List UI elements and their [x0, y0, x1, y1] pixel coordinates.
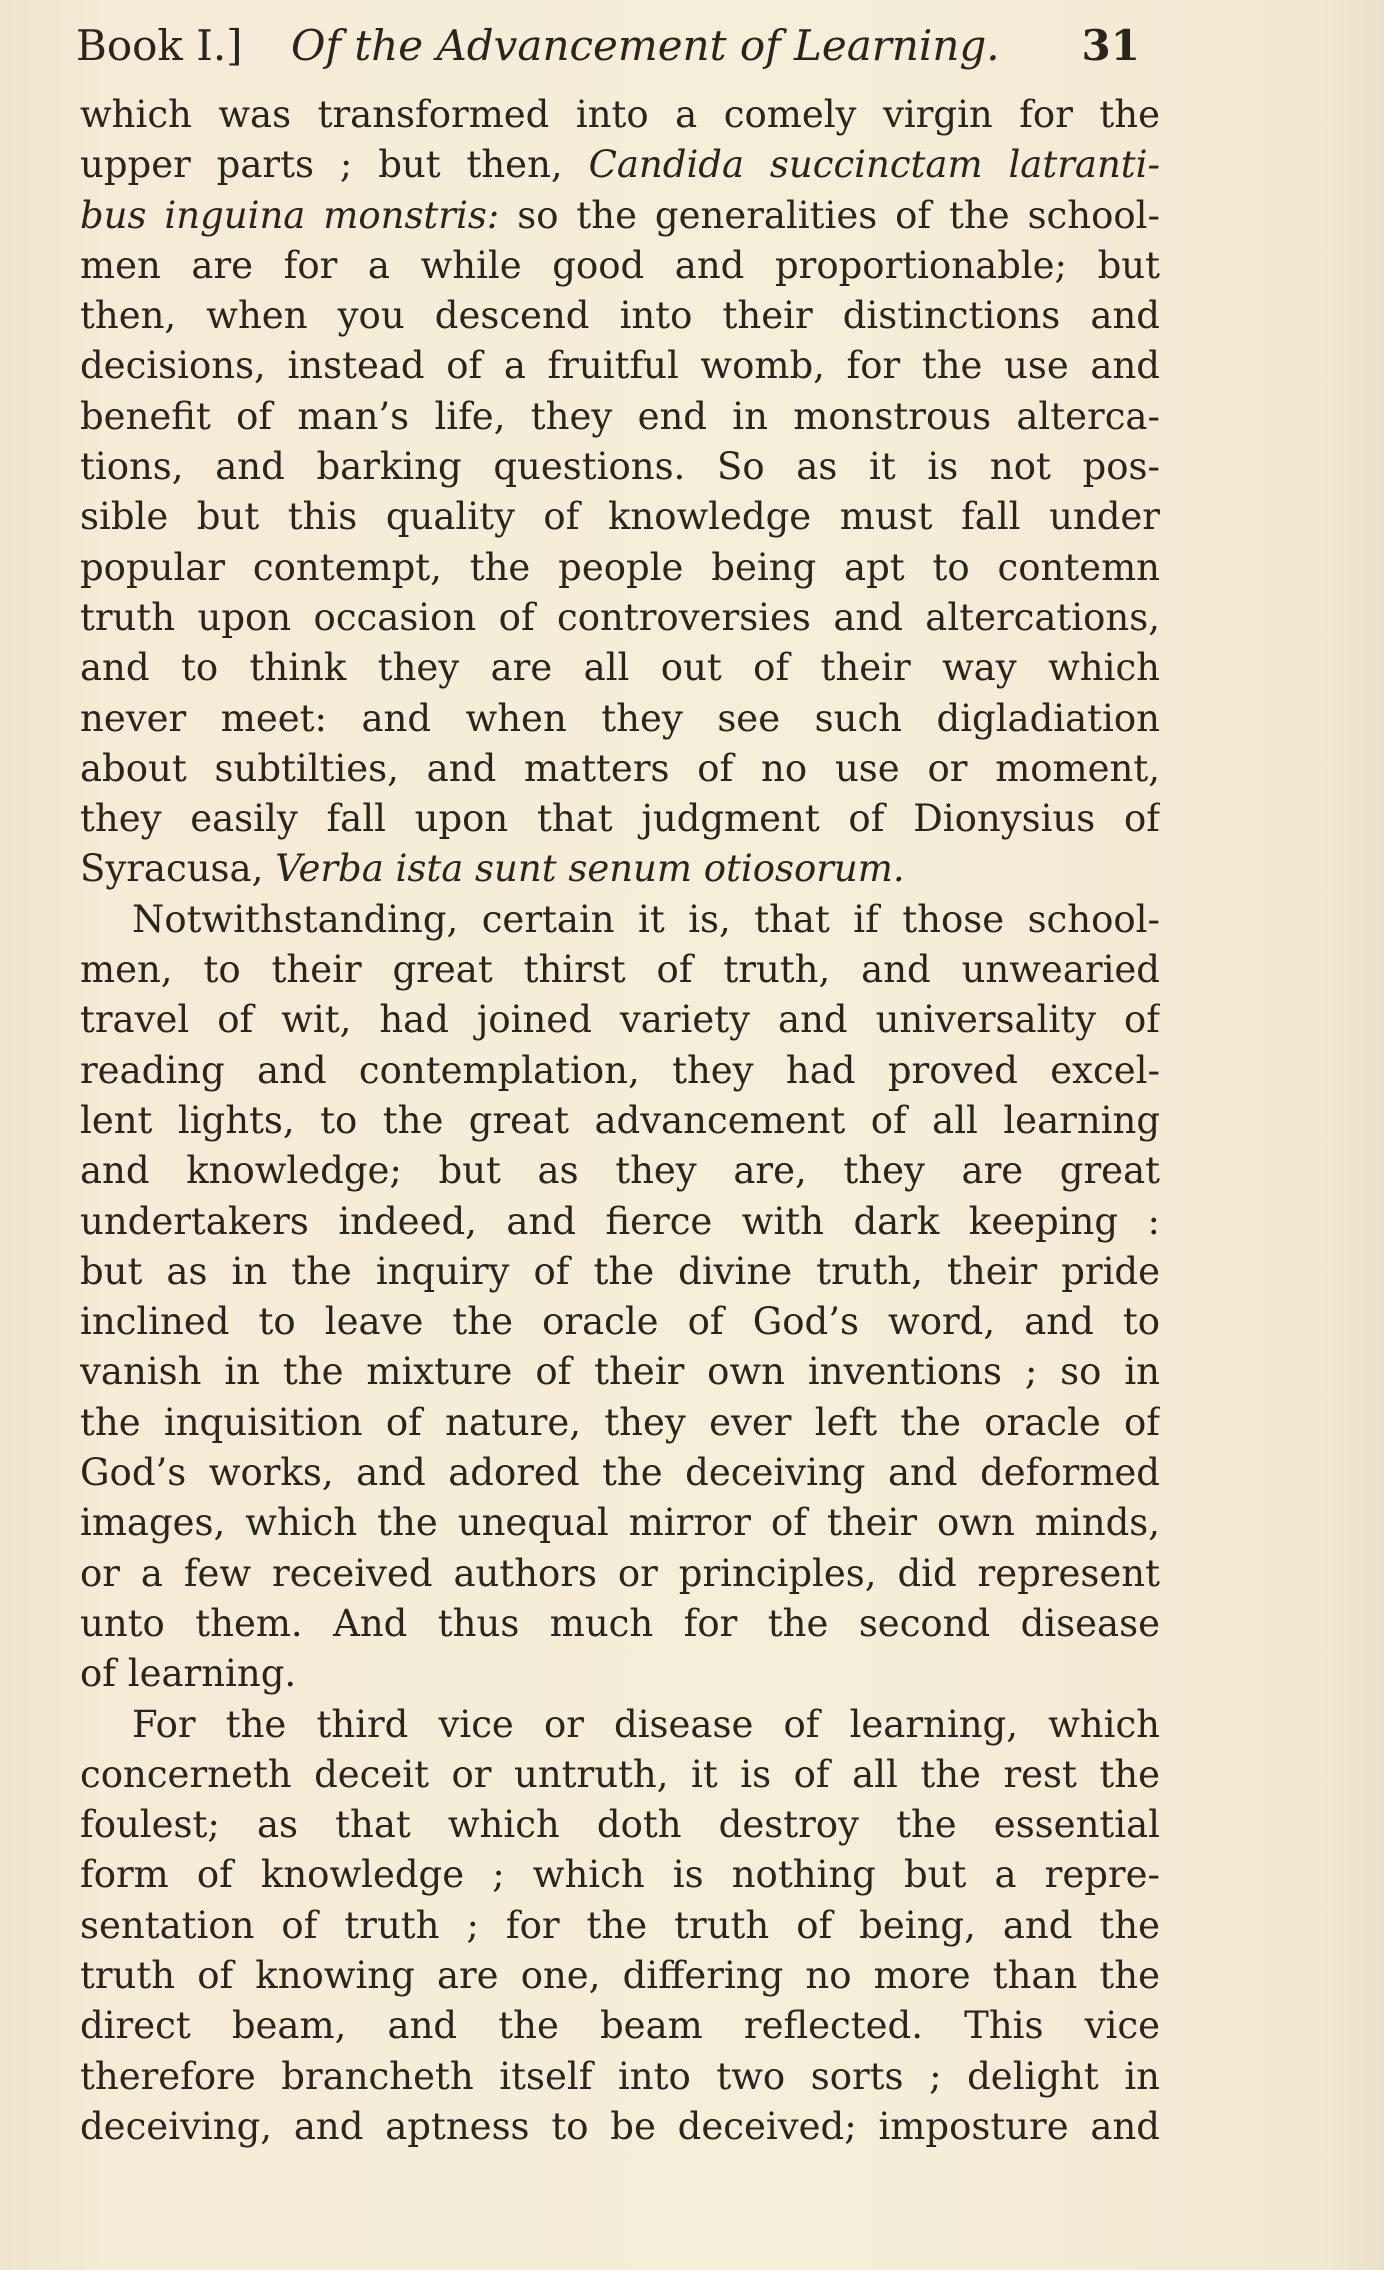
body-text — [80, 90, 1160, 2152]
line-text: popular contempt, the people being apt to contemn — [80, 545, 1160, 589]
line-text: men, to their great thirst of truth, and unwearied — [80, 948, 1160, 992]
line-text: the inquisition of nature, they ever left the oracle of — [80, 1400, 1160, 1444]
italic-text: Candida succinctam latranti- — [588, 143, 1160, 187]
line-text: images, which the unequal mirror of their own minds, — [80, 1501, 1160, 1545]
line-text: God’s works, and adored the deceiving and deformed — [80, 1451, 1160, 1495]
line-text: truth of knowing are one, differing no more than the — [80, 1953, 1160, 1997]
text-line — [80, 1247, 1160, 1297]
line-text: form of knowledge ; which is nothing but a repre- — [80, 1853, 1160, 1897]
line-text: deceiving, and aptness to be deceived; imposture and — [80, 2104, 1160, 2148]
line-text: benefit of man’s life, they end in monstrous alterca- — [80, 394, 1160, 438]
text-line — [80, 1146, 1160, 1196]
text-line — [80, 1549, 1160, 1599]
text-line — [80, 1599, 1160, 1649]
line-text: but as in the inquiry of the divine truth, their pride — [80, 1249, 1160, 1293]
line-text: foulest; as that which doth destroy the essential — [80, 1803, 1160, 1847]
text-line — [80, 140, 1160, 190]
line-text: sentation of truth ; for the truth of being, and the — [80, 1903, 1160, 1947]
line-text: decisions, instead of a fruitful womb, for the use and — [80, 344, 1160, 388]
text-line — [80, 1800, 1160, 1850]
text-line — [80, 341, 1160, 391]
italic-text: Verba ista sunt senum otiosorum. — [275, 847, 905, 891]
text-line — [80, 191, 1160, 241]
line-text: concerneth deceit or untruth, it is of all the rest the — [80, 1752, 1160, 1796]
line-text: For the third vice or disease of learning, which — [132, 1702, 1160, 1746]
line-text: so the generalities of the school- — [499, 193, 1160, 237]
text-line — [80, 945, 1160, 995]
italic-text: bus inguina monstris: — [80, 193, 500, 237]
line-text: undertakers indeed, and fierce with dark keeping : — [80, 1199, 1160, 1243]
line-text: therefore brancheth itself into two sorts ; delight in — [80, 2054, 1160, 2098]
line-text: Notwithstanding, certain it is, that if those school- — [132, 897, 1160, 941]
page-edge-shading — [1324, 0, 1384, 2270]
line-text: sible but this quality of knowledge must fall under — [80, 495, 1160, 539]
line-text: of learning. — [80, 1652, 297, 1696]
text-line — [80, 1700, 1160, 1750]
line-text: they easily fall upon that judgment of Dionysius of — [80, 797, 1160, 841]
text-line — [80, 543, 1160, 593]
line-text: and knowledge; but as they are, they are great — [80, 1149, 1160, 1193]
line-text: upper parts ; but then, — [80, 143, 589, 187]
line-text: vanish in the mixture of their own inventions ; so in — [80, 1350, 1160, 1394]
text-line — [80, 1197, 1160, 1247]
text-line — [80, 995, 1160, 1045]
running-header — [76, 14, 1140, 78]
text-line — [80, 1750, 1160, 1800]
book-label: Book I.] — [76, 21, 243, 70]
text-line — [80, 2052, 1160, 2102]
line-text: tions, and barking questions. So as it is not pos- — [80, 445, 1160, 489]
line-text: Syracusa, — [80, 847, 276, 891]
line-text: never meet: and when they see such digladiation — [80, 696, 1160, 740]
text-line — [80, 1347, 1160, 1397]
line-text: men are for a while good and proportionable; but — [80, 243, 1160, 287]
text-line — [80, 2102, 1160, 2152]
text-line — [80, 694, 1160, 744]
line-text: unto them. And thus much for the second disease — [80, 1601, 1160, 1645]
line-text: then, when you descend into their distinctions and — [80, 294, 1160, 338]
text-line — [80, 90, 1160, 140]
text-line — [80, 1850, 1160, 1900]
line-text: travel of wit, had joined variety and universality of — [80, 998, 1160, 1042]
text-line — [80, 895, 1160, 945]
line-text: truth upon occasion of controversies and altercations, — [80, 595, 1160, 639]
text-line — [80, 844, 1160, 894]
text-line — [80, 1046, 1160, 1096]
line-text: direct beam, and the beam reflected. This vice — [80, 2004, 1160, 2048]
line-text: and to think they are all out of their way which — [80, 646, 1160, 690]
line-text: reading and contemplation, they had proved excel- — [80, 1048, 1160, 1092]
text-line — [80, 1649, 1160, 1699]
text-line — [80, 593, 1160, 643]
text-line — [80, 442, 1160, 492]
line-text: inclined to leave the oracle of God’s word, and to — [80, 1300, 1160, 1344]
page-number: 31 — [1081, 21, 1140, 70]
text-line — [80, 1901, 1160, 1951]
text-line — [80, 1951, 1160, 2001]
text-line — [80, 241, 1160, 291]
text-line — [80, 1096, 1160, 1146]
text-line — [80, 291, 1160, 341]
text-line — [80, 744, 1160, 794]
text-line — [80, 1398, 1160, 1448]
text-line — [80, 643, 1160, 693]
text-line — [80, 1448, 1160, 1498]
text-line — [80, 794, 1160, 844]
text-line — [80, 1498, 1160, 1548]
text-line — [80, 492, 1160, 542]
line-text: or a few received authors or principles, did represent — [80, 1551, 1160, 1595]
line-text: about subtilties, and matters of no use or moment, — [80, 746, 1160, 790]
line-text: lent lights, to the great advancement of all learning — [80, 1098, 1160, 1142]
text-line — [80, 2001, 1160, 2051]
line-text: which was transformed into a comely virgin for the — [80, 93, 1160, 136]
text-line — [80, 392, 1160, 442]
running-title: Of the Advancement of Learning. — [291, 21, 1000, 70]
text-line — [80, 1297, 1160, 1347]
